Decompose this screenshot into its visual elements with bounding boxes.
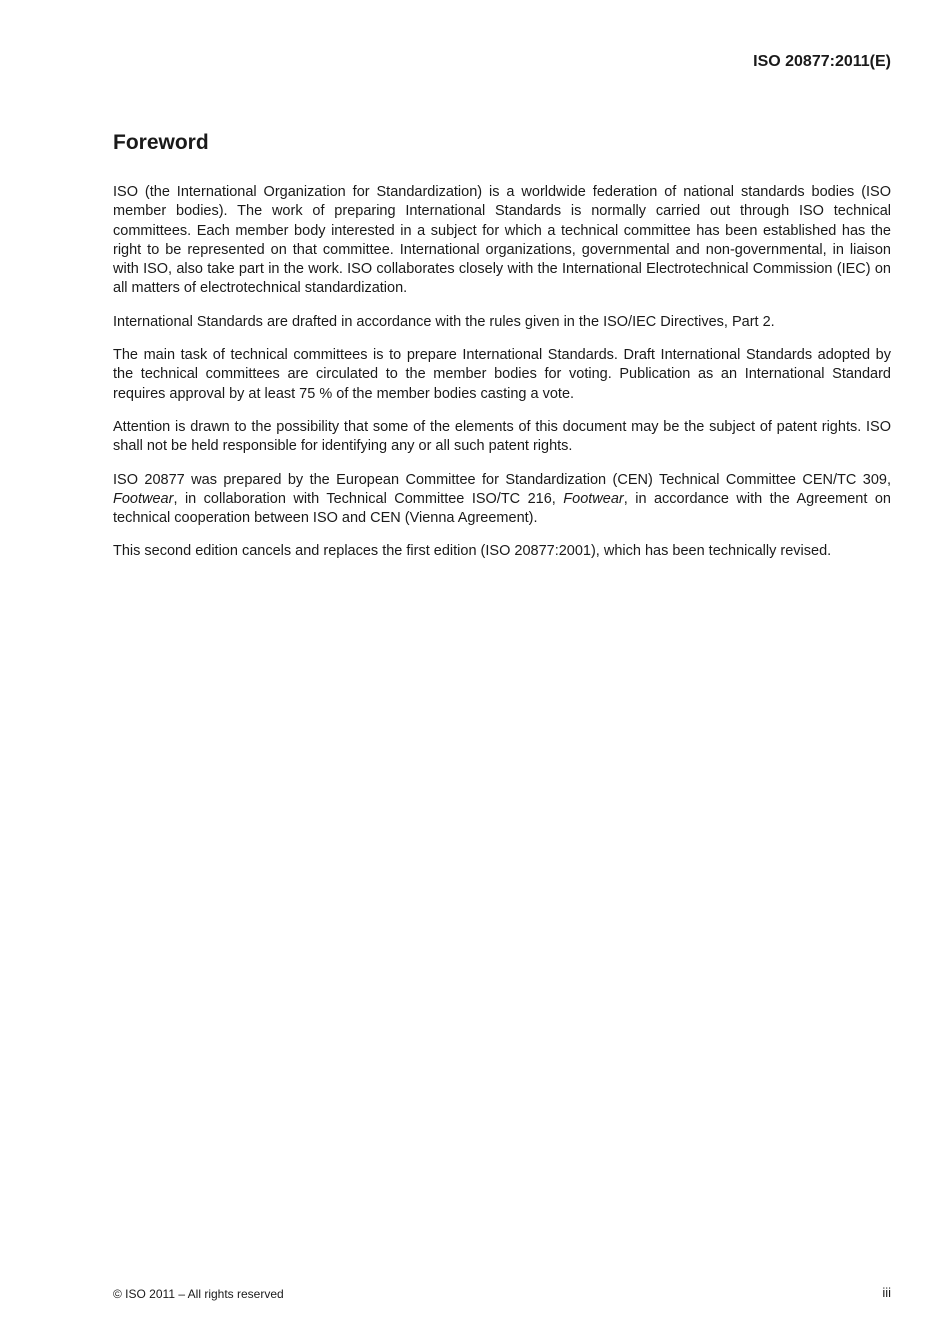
- paragraph-drafting-rules: International Standards are drafted in accordance with the rules given in the ISO/IEC Directives, Part 2.: [113, 313, 775, 330]
- foreword-body: [113, 183, 891, 576]
- document-id: ISO 20877:2011(E): [753, 53, 891, 70]
- copyright-notice: © ISO 2011 – All rights reserved: [113, 1287, 284, 1301]
- preparation-text-1: ISO 20877 was prepared by the European Committee for Standardization (CEN) Technical Committee CEN/TC 309,: [113, 471, 891, 488]
- preparation-text-3: , in accordance with the Agreement on technical cooperation between ISO and CEN (Vienna Agreement).: [113, 490, 891, 527]
- committee-name-footwear-cen: Footwear: [113, 490, 174, 507]
- paragraph-edition-note: This second edition cancels and replaces the first edition (ISO 20877:2001), which has been technically revised.: [113, 543, 832, 560]
- paragraph-patent-notice: Attention is drawn to the possibility that some of the elements of this document may be the subject of patent rights. ISO shall not be held responsible for identifying any or all such patent rights.: [113, 418, 891, 455]
- page-number: iii: [882, 1285, 891, 1300]
- paragraph-committee-task: The main task of technical committees is to prepare International Standards. Draft International Standards adopted by the technical committees are circulated to the member bodies for voting. Publication as an International Standard requires approval by at least 75 % of the member bodies casting a vote.: [113, 347, 891, 402]
- preparation-text-2: , in collaboration with Technical Committee ISO/TC 216,: [173, 490, 564, 507]
- paragraph-iso-intro: ISO (the International Organization for Standardization) is a worldwide federation of national standards bodies (ISO member bodies). The work of preparing International Standards is normally carried out through ISO technical committees. Each member body interested in a subject for which a technical committee has been established has the right to be represented on that committee. International organizations, governmental and non-governmental, in liaison with ISO, also take part in the work. ISO collaborates closely with the International Electrotechnical Commission (IEC) on all matters of electrotechnical standardization.: [113, 184, 891, 297]
- committee-name-footwear-iso: Footwear: [563, 490, 624, 507]
- page-title: Foreword: [113, 131, 209, 154]
- paragraph-preparation: [113, 471, 891, 529]
